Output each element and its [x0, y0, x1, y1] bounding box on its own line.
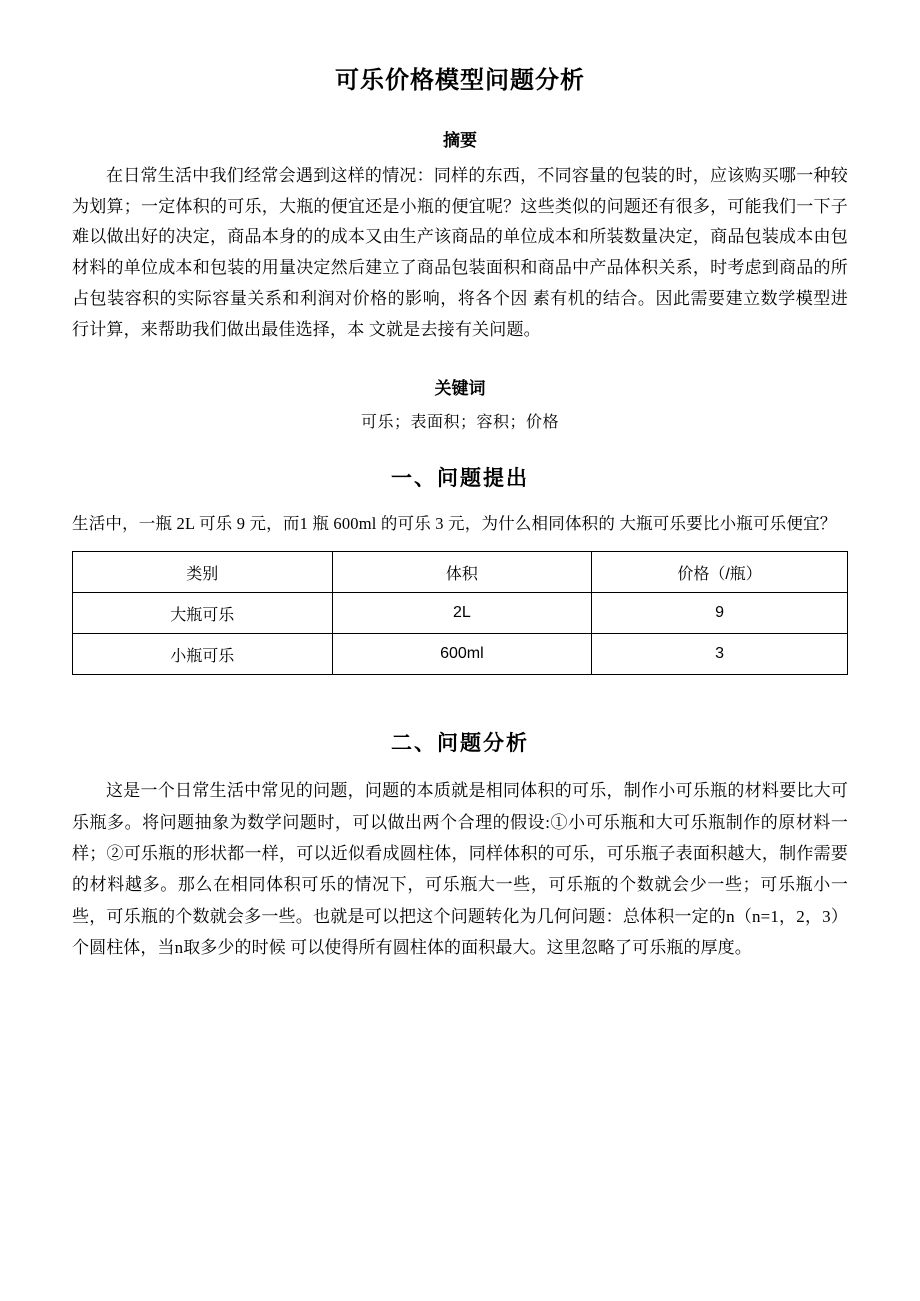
table-cell-price-large: 9: [592, 593, 848, 634]
table-cell-volume-small: 600ml: [332, 634, 592, 675]
table-row: [73, 593, 848, 634]
keywords-text: 可乐；表面积；容积；价格: [360, 414, 559, 432]
abstract-body: 在日常生活中我们经常会遇到这样的情况：同样的东西，不同容量的包装的时，应该购买哪一种较为划算；一定体积的可乐，大瓶的便宜还是小瓶的便宜呢？这些类似的问题还有很多，可能我们一下子难以做出好的决定，商品本身的的成本又由生产该商品的单位成本和所装数量决定，商品包装成本由包材料的单位成本和包装的用量决定然后建立了商品包装面积和商品中产品体积关系，时考虑到商品的所占包装容积的实际容量关系和利润对价格的影响，将各个因 素有机的结合。因此需要建立数学模型进行计算，来帮助我们做出最佳选择，本 文就是去接有关问题。: [72, 165, 848, 340]
table-cell-category-large: 大瓶可乐: [73, 593, 333, 634]
table-cell-volume-large: 2L: [332, 593, 592, 634]
section2-body: 这是一个日常生活中常见的问题，问题的本质就是相同体积的可乐，制作小可乐瓶的材料要比大可乐瓶多。将问题抽象为数学问题时，可以做出两个合理的假设:①小可乐瓶和大可乐瓶制作的原材料一样；②可乐瓶的形状都一样，可以近似看成圆柱体，同样体积的可乐，可乐瓶子表面积越大，制作需要的材料越多。那么在相同体积可乐的情况下，可乐瓶大一些，可乐瓶的个数就会少一些；可乐瓶小一些，可乐瓶的个数就会多一些。也就是可以把这个问题转化为几何问题：总体积一定的n（n=1，2，3）个圆柱体，当n取多少的时候 可以使得所有圆柱体的面积最大。这里忽略了可乐瓶的厚度。: [72, 781, 848, 958]
table-row: [73, 634, 848, 675]
abstract-heading: 摘要: [443, 130, 477, 150]
section-heading-problem-statement: 一、问题提出: [391, 467, 529, 491]
table-header-row: [73, 552, 848, 593]
table-header-cell-price: 价格（/瓶）: [592, 552, 848, 593]
page-title: 可乐价格模型问题分析: [335, 67, 585, 94]
table-cell-price-small: 3: [592, 634, 848, 675]
section-heading-problem-analysis: 二、问题分析: [391, 732, 529, 756]
table-header-cell-volume: 体积: [332, 552, 592, 593]
comparison-table: [72, 551, 848, 675]
section1-paragraph: 生活中，一瓶 2L 可乐 9 元，而1 瓶 600ml 的可乐 3 元，为什么相同体积的 大瓶可乐要比小瓶可乐便宜？: [72, 514, 837, 534]
table-header-cell-category: 类别: [73, 552, 333, 593]
keywords-heading: 关键词: [434, 379, 486, 399]
spacer: [72, 675, 848, 697]
table-cell-category-small: 小瓶可乐: [73, 634, 333, 675]
